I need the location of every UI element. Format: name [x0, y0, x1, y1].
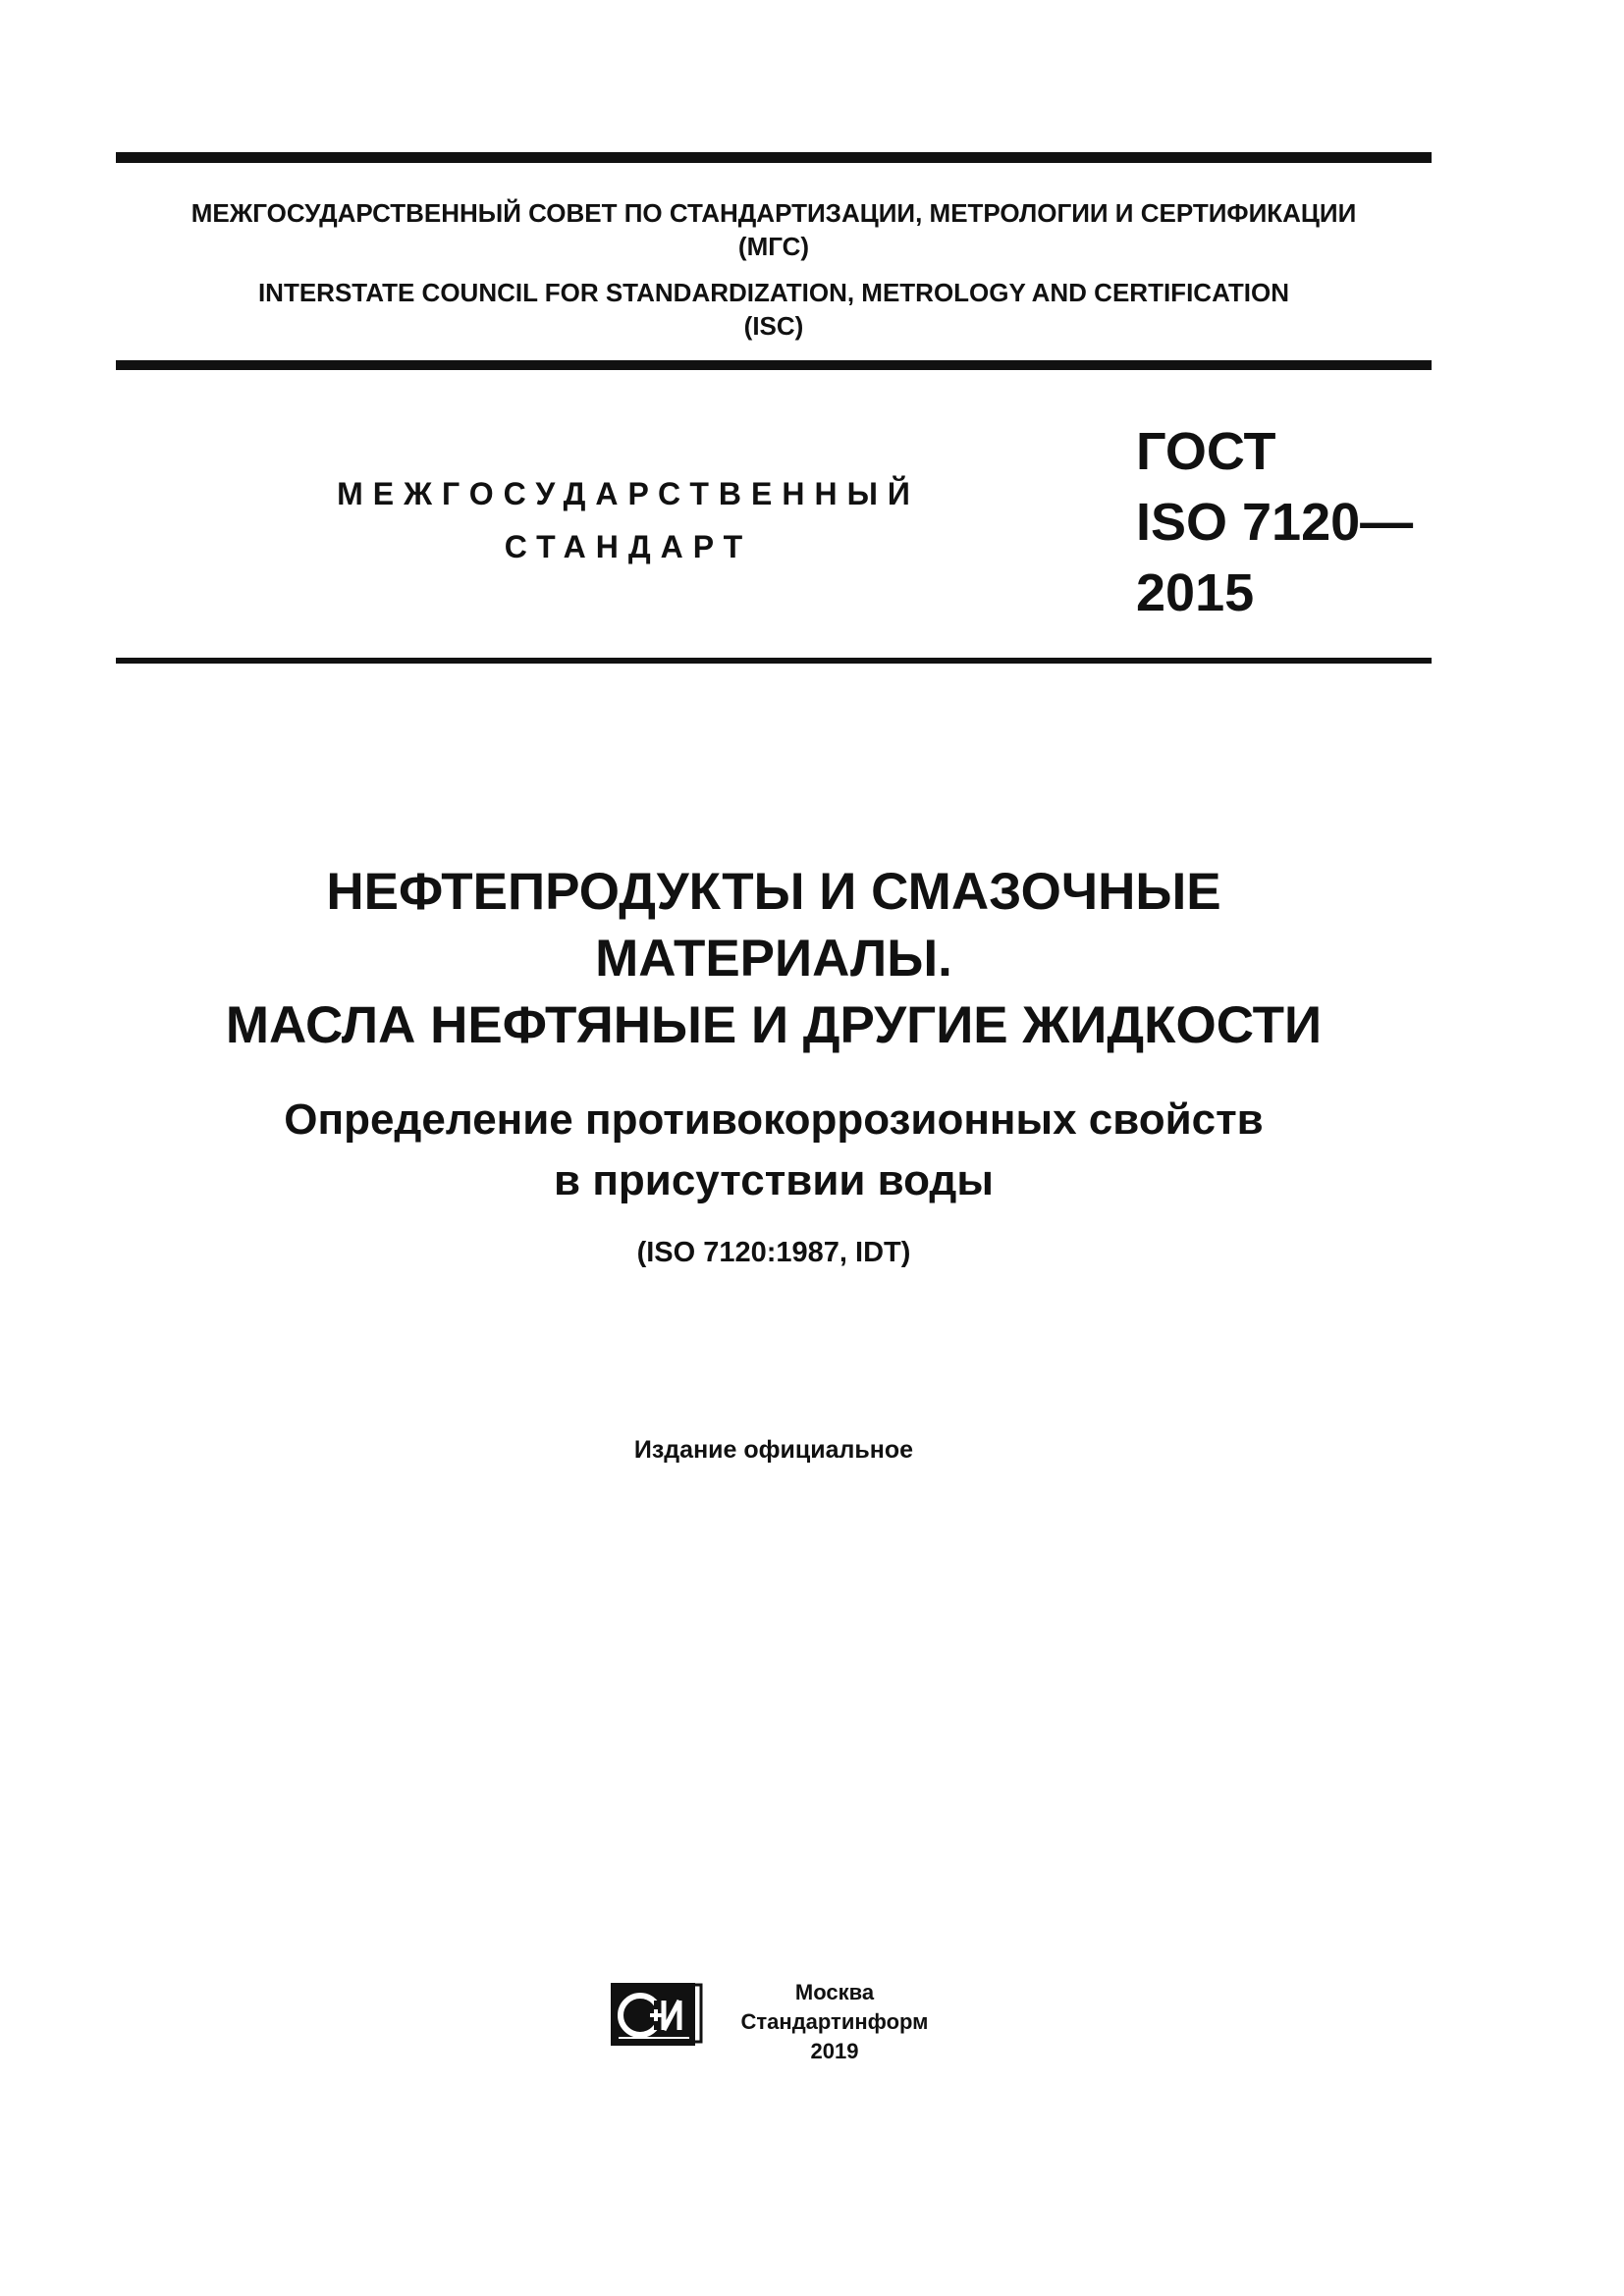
document-subtitle-line2: в присутствии воды: [554, 1156, 994, 1204]
standard-kind-line1: МЕЖГОСУДАРСТВЕННЫЙ: [337, 476, 920, 511]
standard-number-line1: ГОСТ: [1136, 422, 1276, 481]
imprint-city: Москва: [794, 1980, 875, 2004]
standard-kind: [295, 467, 962, 573]
standard-number: [1136, 416, 1431, 628]
imprint: [707, 1978, 962, 2066]
standard-number-line3: 2015: [1136, 563, 1255, 622]
council-name-en-block: [116, 276, 1432, 343]
document-title-line2: МАТЕРИАЛЫ.: [595, 930, 952, 988]
council-name-ru: МЕЖГОСУДАРСТВЕННЫЙ СОВЕТ ПО СТАНДАРТИЗАЦИИ, МЕТРОЛОГИИ И СЕРТИФИКАЦИИ: [190, 198, 1357, 228]
document-title-line3: МАСЛА НЕФТЯНЫЕ И ДРУГИЕ ЖИДКОСТИ: [225, 996, 1323, 1054]
imprint-publisher: Стандартинформ: [740, 2009, 929, 2034]
document-title: [116, 859, 1432, 1059]
council-name-ru-block: [116, 196, 1432, 263]
document-subtitle: [116, 1090, 1432, 1211]
iso-reference: (ISO 7120:1987, IDT): [636, 1237, 911, 1268]
standard-number-line2: ISO 7120—: [1136, 493, 1414, 552]
top-rule: [116, 152, 1432, 163]
standartinform-logo-icon: [611, 1981, 703, 2050]
document-subtitle-line1: Определение противокоррозионных свойств: [284, 1095, 1264, 1144]
middle-rule: [116, 360, 1432, 370]
council-abbr-ru: (МГС): [737, 232, 810, 261]
standard-kind-line2: СТАНДАРТ: [504, 529, 753, 564]
lower-rule: [116, 658, 1432, 664]
document-title-line1: НЕФТЕПРОДУКТЫ И СМАЗОЧНЫЕ: [326, 863, 1221, 921]
edition-label: Издание официальное: [633, 1436, 914, 1464]
imprint-year: 2019: [810, 2039, 859, 2063]
council-name-en: INTERSTATE COUNCIL FOR STANDARDIZATION, METROLOGY AND CERTIFICATION: [257, 278, 1290, 307]
council-abbr-en: (ISC): [743, 311, 804, 341]
